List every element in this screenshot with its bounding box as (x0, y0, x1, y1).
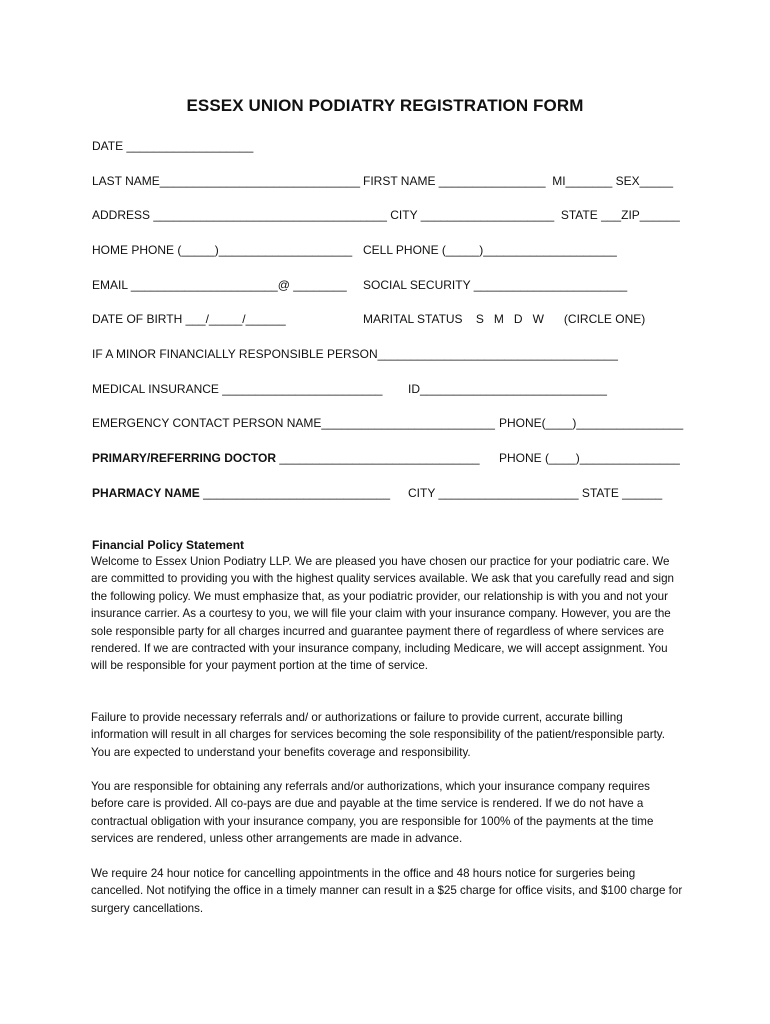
medical-insurance-field[interactable]: MEDICAL INSURANCE ________________________ (92, 382, 383, 396)
primary-doctor-label: PRIMARY/REFERRING DOCTOR (92, 451, 277, 465)
last-name-field[interactable]: LAST NAME______________________________ (92, 174, 361, 188)
home-phone-field[interactable]: HOME PHONE (_____)____________________ (92, 243, 353, 257)
marital-status-field[interactable]: MARITAL STATUS S M D W (CIRCLE ONE) (363, 312, 646, 326)
pharmacy-name-field[interactable] (92, 486, 390, 500)
first-name-mi-sex-field[interactable]: FIRST NAME ________________ MI_______ SEX_____ (363, 174, 673, 188)
cell-phone-field[interactable]: CELL PHONE (_____)____________________ (363, 243, 617, 257)
insurance-id-field[interactable]: ID____________________________ (408, 382, 607, 396)
financial-policy-heading: Financial Policy Statement (92, 538, 245, 552)
primary-doctor-line[interactable]: ______________________________ (276, 451, 480, 465)
policy-paragraph-responsibility: You are responsible for obtaining any referrals and/or authorizations, which your insurance company requires before care is provided. All co-pays are due and payable at the time service is rendered. If we do not have a contractual obligation with your insurance company, you are responsible for 100% of the payments at the time services are rendered, unless other arrangements are made in advance. (91, 780, 654, 846)
minor-responsible-person-field[interactable]: IF A MINOR FINANCIALLY RESPONSIBLE PERSON____________________________________ (92, 347, 618, 361)
pharmacy-city-state-field[interactable]: CITY _____________________ STATE ______ (408, 486, 663, 500)
page-title: ESSEX UNION PODIATRY REGISTRATION FORM (186, 96, 584, 115)
email-field[interactable]: EMAIL ______________________@ ________ (92, 278, 347, 292)
policy-paragraph-welcome: Welcome to Essex Union Podiatry LLP. We are pleased you have chosen our practice for your podiatric care. We are committed to providing you with the highest quality services available. We ask that you carefully read and sign the following policy. We must emphasize that, as your podiatric provider, our relationship is with you and not your insurance carrier. As a courtesy to you, we will file your claim with your insurance company. However, you are the sole responsible party for all charges incurred and guarantee payment there of regardless of where services are rendered. If we are contracted with your insurance company, including Medicare, we will accept assignment. You will be responsible for your payment portion at the time of service. (91, 555, 674, 673)
pharmacy-name-line[interactable]: ____________________________ (199, 486, 390, 500)
primary-doctor-field[interactable] (92, 451, 480, 465)
policy-paragraph-referrals: Failure to provide necessary referrals and/ or authorizations or failure to provide current, accurate billing information will result in all charges for services becoming the sole responsibility of the patient/responsible party. You are expected to understand your benefits coverage and responsibility. (91, 711, 665, 759)
emergency-phone-field[interactable]: PHONE(____)________________ (499, 416, 684, 430)
date-of-birth-field[interactable]: DATE OF BIRTH ___/_____/______ (92, 312, 286, 326)
social-security-field[interactable]: SOCIAL SECURITY _______________________ (363, 278, 628, 292)
emergency-contact-field[interactable]: EMERGENCY CONTACT PERSON NAME__________________________ (92, 416, 495, 430)
doctor-phone-field[interactable]: PHONE (____)_______________ (499, 451, 680, 465)
pharmacy-name-label: PHARMACY NAME (92, 486, 200, 500)
date-field[interactable]: DATE ___________________ (92, 139, 254, 153)
address-city-state-zip-field[interactable]: ADDRESS ___________________________________ CITY ____________________ STATE ___ZIP______ (92, 208, 680, 222)
policy-paragraph-cancellation: We require 24 hour notice for cancelling appointments in the office and 48 hours notice for surgeries being cancelled. Not notifying the office in a timely manner can result in a $25 charge for office visits, and $100 charge for surgery cancellations. (91, 867, 683, 915)
